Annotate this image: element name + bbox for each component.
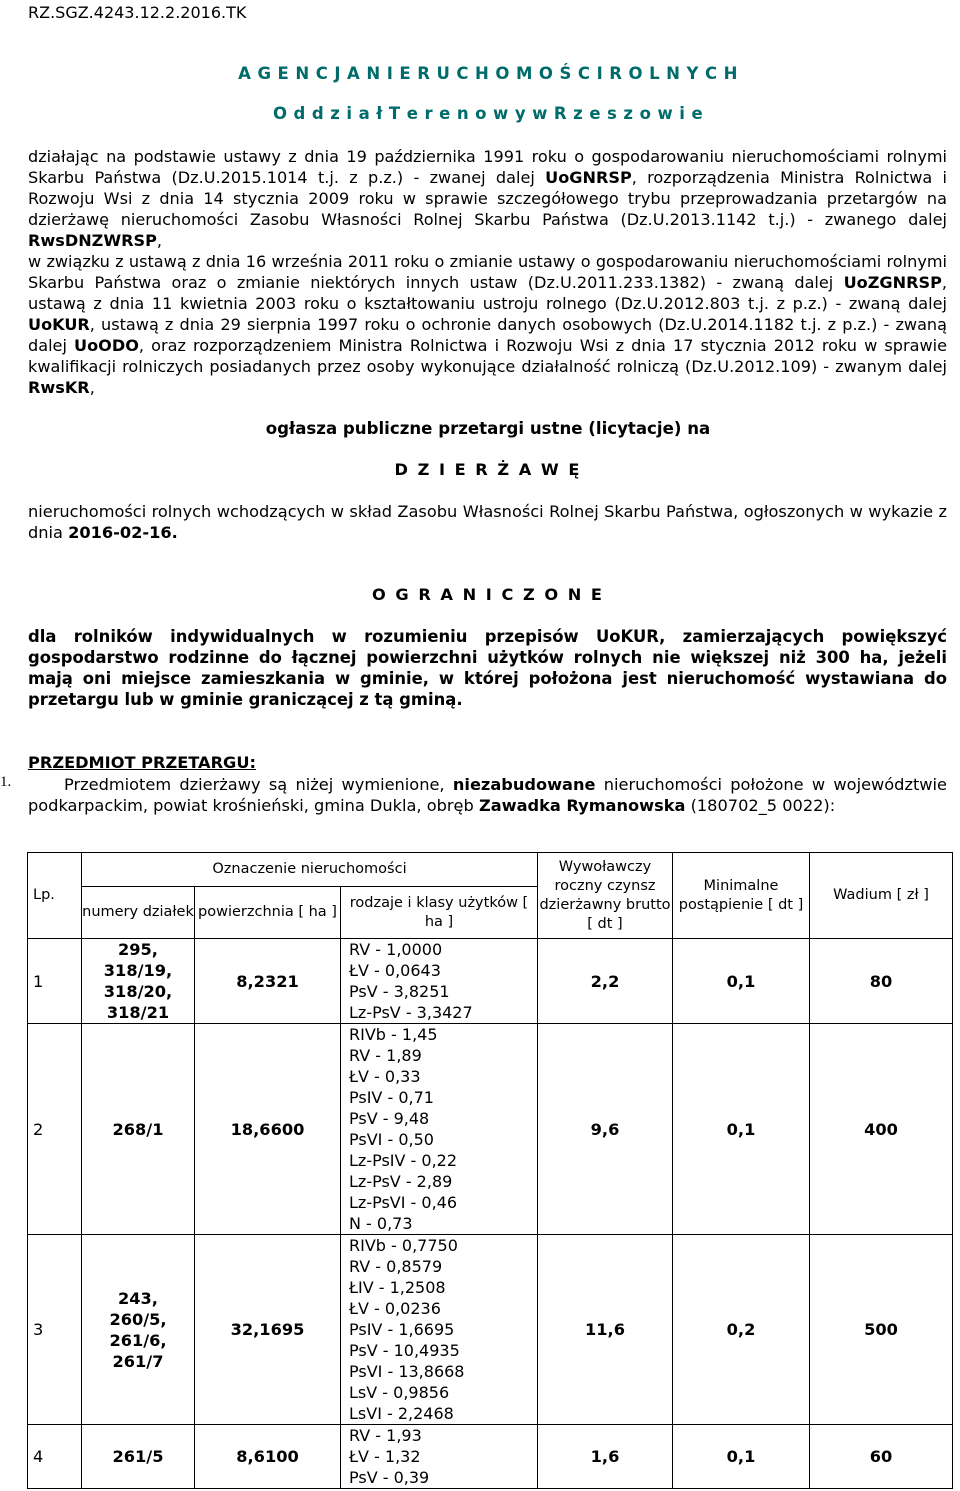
restriction-paragraph: dla rolników indywidualnych w rozumieniu przepisów UoKUR, zamierzających powiększyć gospodarstwo rodzinne do łącznej powierzchni użytków rolnych nie większej niż 300 ha, jeżeli mają oni miejsce zamieszkania w gminie, w której położona jest nieruchomość wystawiana do przetargu lub w gminie graniczącej z tą gminą.: [28, 627, 947, 709]
cell-land-classes: RIVb - 1,45 RV - 1,89 ŁV - 0,33 PsIV - 0,71 PsV - 9,48 PsVI - 0,50 Lz-PsIV - 0,22 Lz-PsV - 2,89 Lz-PsVI - 0,46 N - 0,73: [341, 1024, 538, 1235]
header-land-classes: rodzaje i klasy użytków [ ha ]: [341, 887, 538, 939]
table-row: [28, 1024, 953, 1235]
cell-parcels: 243, 260/5, 261/6, 261/7: [82, 1235, 195, 1425]
legal-basis-paragraph: działając na podstawie ustawy z dnia 19 października 1991 roku o gospodarowaniu nieruchomościami rolnymi Skarbu Państwa (Dz.U.2015.1014 t.j. z p.z.) - zwanej dalej UoGNRSP, rozporządzenia Ministra Rolnictwa i Rozwoju Wsi z dnia 14 stycznia 2009 roku w sprawie szczegółowego trybu przeprowadzania przetargów na dzierżawę nieruchomości Zasobu Własności Rolnej Skarbu Państwa (Dz.U.2013.1142 t.j.) - zwanego dalej RwsDNZWRSP, w związku z ustawą z dnia 16 września 2011 roku o zmianie ustawy o gospodarowaniu nieruchomościami rolnymi Skarbu Państwa oraz o zmianie niektórych innych ustaw (Dz.U.2011.233.1382) - zwaną dalej UoZGNRSP, ustawą z dnia 11 kwietnia 2003 roku o kształtowaniu ustroju rolnego (Dz.U.2012.803 t.j. z p.z.) - zwaną dalej UoKUR, ustawą z dnia 29 sierpnia 1997 roku o ochronie danych osobowych (Dz.U.2014.1182 t.j. z p.z.) - zwaną dalej UoODO, oraz rozporządzeniem Ministra Rolnictwa i Rozwoju Wsi z dnia 17 stycznia 2012 roku w sprawie kwalifikacji rolniczych posiadanych przez osoby wykonujące działalność rolniczą (Dz.U.2012.109) - zwanym dalej RwsKR,: [28, 147, 947, 397]
header-min-step: Minimalne postąpienie [ dt ]: [673, 853, 810, 939]
header-rent: Wywoławczy roczny czynsz dzierżawny brutto [ dt ]: [538, 853, 673, 939]
agency-title: A G E N C J A N I E R U C H O M O Ś C I R O L N Y C H: [238, 64, 738, 83]
header-deposit: Wadium [ zł ]: [810, 853, 953, 939]
header-property-designation: Oznaczenie nieruchomości: [82, 853, 538, 887]
cell-area: 8,2321: [195, 939, 341, 1024]
cell-rent: 1,6: [538, 1425, 673, 1489]
subject-paragraph: Przedmiotem dzierżawy są niżej wymienione, niezabudowane nieruchomości położone w województwie podkarpackim, powiat krośnieński, gmina Dukla, obręb Zawadka Rymanowska (180702_5 0022):: [28, 775, 947, 815]
cell-min-step: 0,1: [673, 1024, 810, 1235]
cell-lp: 2: [28, 1024, 82, 1235]
table-row: [28, 1235, 953, 1425]
cell-min-step: 0,1: [673, 939, 810, 1024]
cell-deposit: 400: [810, 1024, 953, 1235]
cell-land-classes: RV - 1,0000 ŁV - 0,0643 PsV - 3,8251 Lz-PsV - 3,3427: [341, 939, 538, 1024]
cell-lp: 3: [28, 1235, 82, 1425]
header-lp: Lp.: [28, 853, 82, 939]
cell-rent: 9,6: [538, 1024, 673, 1235]
parcel-table: [27, 852, 953, 1489]
cell-deposit: 80: [810, 939, 953, 1024]
table-row: [28, 1425, 953, 1489]
cell-parcels: 261/5: [82, 1425, 195, 1489]
cell-deposit: 60: [810, 1425, 953, 1489]
cell-min-step: 0,2: [673, 1235, 810, 1425]
cell-rent: 11,6: [538, 1235, 673, 1425]
section-number: 1.: [0, 774, 12, 790]
cell-rent: 2,2: [538, 939, 673, 1024]
property-description: nieruchomości rolnych wchodzących w skład Zasobu Własności Rolnej Skarbu Państwa, ogłoszonych w wykazie z dnia 2016-02-16.: [28, 502, 947, 542]
cell-land-classes: RIVb - 0,7750 RV - 0,8579 ŁIV - 1,2508 ŁV - 0,0236 PsIV - 1,6695 PsV - 10,4935 PsVI - 13,8668 LsV - 0,9856 LsVI - 2,2468: [341, 1235, 538, 1425]
header-area: powierzchnia [ ha ]: [195, 887, 341, 939]
cell-area: 8,6100: [195, 1425, 341, 1489]
cell-area: 18,6600: [195, 1024, 341, 1235]
restricted-heading: O G R A N I C Z O N E: [372, 585, 604, 604]
section-title: PRZEDMIOT PRZETARGU:: [28, 753, 256, 772]
cell-land-classes: RV - 1,93 ŁV - 1,32 PsV - 0,39: [341, 1425, 538, 1489]
cell-min-step: 0,1: [673, 1425, 810, 1489]
lease-heading: D Z I E R Ż A W Ę: [394, 460, 582, 479]
branch-title: O d d z i a ł T e r e n o w y w R z e s z o w i e: [272, 104, 704, 123]
table-row: [28, 939, 953, 1024]
cell-lp: 1: [28, 939, 82, 1024]
cell-deposit: 500: [810, 1235, 953, 1425]
header-parcels: numery działek: [82, 887, 195, 939]
cell-parcels: 268/1: [82, 1024, 195, 1235]
cell-parcels: 295, 318/19, 318/20, 318/21: [82, 939, 195, 1024]
announcement-heading: ogłasza publiczne przetargi ustne (licytacje) na: [265, 419, 711, 438]
document-reference: RZ.SGZ.4243.12.2.2016.TK: [28, 3, 247, 22]
cell-lp: 4: [28, 1425, 82, 1489]
cell-area: 32,1695: [195, 1235, 341, 1425]
